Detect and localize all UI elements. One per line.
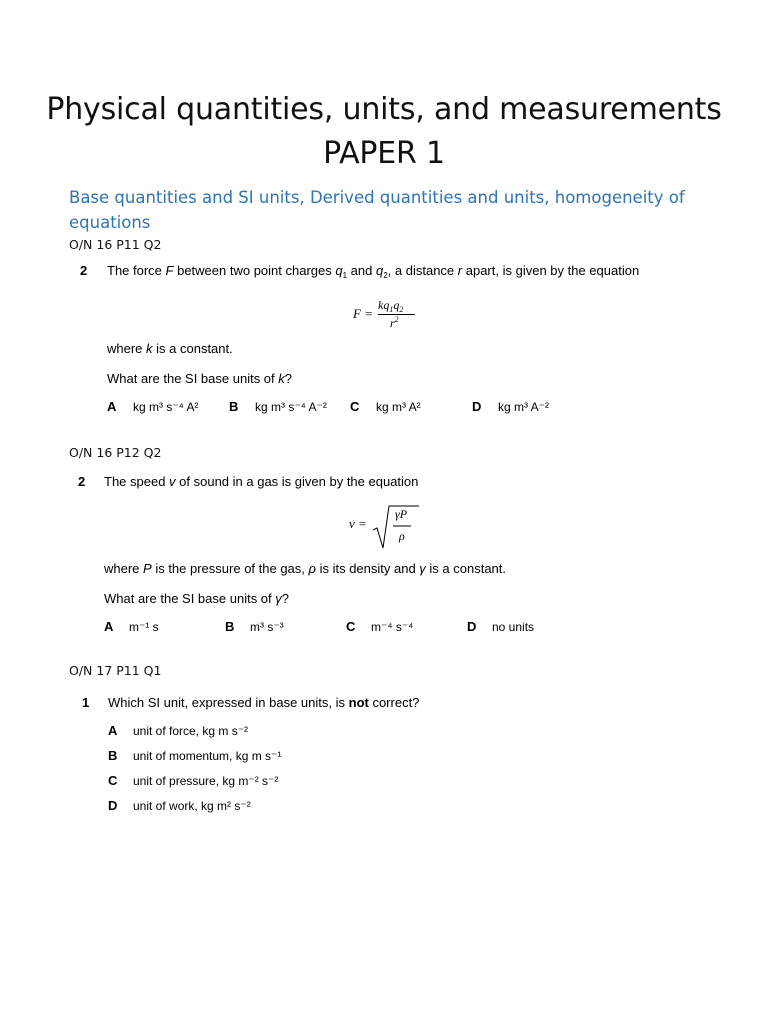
option-d-letter: D xyxy=(467,619,477,634)
question-stem: The force F between two point charges $q_1$ and $q_2$, a distance r apart, is given by the equation xyxy=(107,263,640,280)
option-c-letter: C xyxy=(350,399,360,414)
question-number: 2 xyxy=(78,474,86,489)
option-b-value: kg m³ s⁻⁴ A⁻² xyxy=(255,400,327,414)
question-ask: What are the SI base units of k? xyxy=(107,371,292,386)
question-reference: O/N 16 P12 Q2 xyxy=(69,445,162,460)
option-b-value: unit of momentum, kg m s⁻¹ xyxy=(133,749,282,763)
page-title: Physical quantities, units, and measurements xyxy=(46,92,722,127)
question-reference: O/N 17 P11 Q1 xyxy=(69,663,162,678)
answer-options xyxy=(108,723,408,819)
option-d-value: unit of work, kg m² s⁻² xyxy=(133,799,251,813)
answer-options xyxy=(107,399,587,417)
option-c-value: unit of pressure, kg m⁻² s⁻² xyxy=(133,774,279,788)
option-d-letter: D xyxy=(108,798,118,813)
option-a-value: m⁻¹ s xyxy=(129,620,159,634)
option-d-value: no units xyxy=(492,620,535,634)
option-a-letter: A xyxy=(107,399,117,414)
option-a-letter: A xyxy=(104,619,114,634)
answer-options xyxy=(104,619,564,637)
option-a-letter: A xyxy=(108,723,118,738)
option-a-value: kg m³ s⁻⁴ A² xyxy=(133,400,199,414)
speed-equation: v = γP ρ xyxy=(349,502,419,550)
option-a-value: unit of force, kg m s⁻² xyxy=(133,724,249,738)
section-heading: Base quantities and SI units, Derived quantities and units, homogeneity of equations xyxy=(69,188,685,232)
option-c-value: kg m³ A² xyxy=(376,400,421,414)
option-c-letter: C xyxy=(346,619,356,634)
where-text: where k is a constant. xyxy=(107,341,233,356)
question-stem: The speed v of sound in a gas is given by the equation xyxy=(104,474,419,489)
option-d-value: kg m³ A⁻² xyxy=(498,400,550,414)
question-stem: Which SI unit, expressed in base units, is not correct? xyxy=(108,695,420,710)
where-text: where P is the pressure of the gas, ρ is its density and γ is a constant. xyxy=(104,561,507,576)
question-reference: O/N 16 P11 Q2 xyxy=(69,237,162,252)
option-b-value: m³ s⁻³ xyxy=(250,620,284,634)
option-c-value: m⁻⁴ s⁻⁴ xyxy=(371,620,414,634)
question-ask: What are the SI base units of γ? xyxy=(104,591,289,606)
option-b-letter: B xyxy=(229,399,239,414)
force-equation: F = $kq_1q_2$ $r^2$ xyxy=(353,298,423,334)
question-number: 1 xyxy=(82,695,90,710)
question-number: 2 xyxy=(80,263,88,278)
option-b-letter: B xyxy=(108,748,118,763)
option-c-letter: C xyxy=(108,773,118,788)
option-d-letter: D xyxy=(472,399,482,414)
page-subtitle: PAPER 1 xyxy=(323,136,445,171)
option-b-letter: B xyxy=(225,619,235,634)
